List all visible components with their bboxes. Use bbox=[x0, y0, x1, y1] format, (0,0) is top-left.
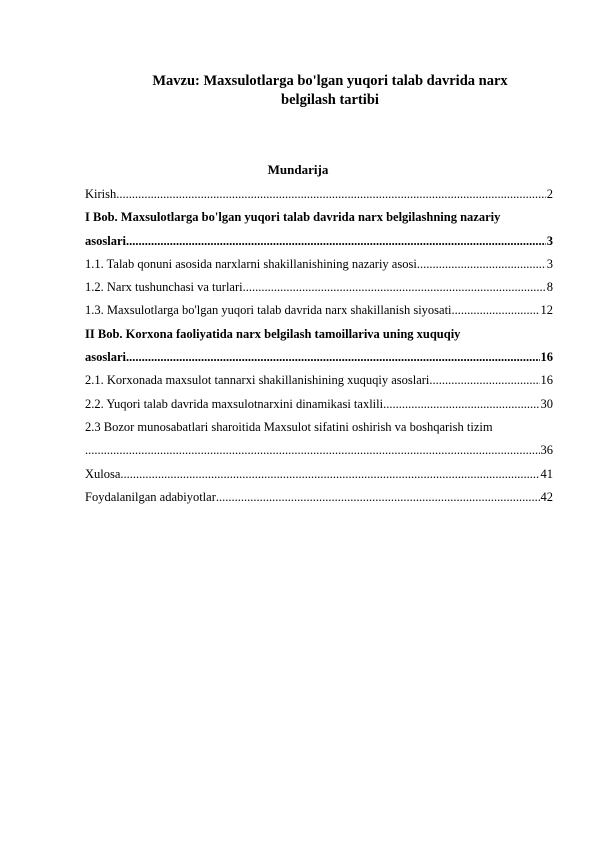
toc-entry-text: asoslari bbox=[85, 350, 126, 365]
toc-leader-dots bbox=[452, 299, 540, 322]
toc-title: Mundarija bbox=[267, 162, 329, 177]
toc-entry-text: 2.1. Korxonada maxsulot tannarxi shakillanishining xuquqiy asoslari bbox=[85, 373, 430, 388]
toc-entry-1-2[interactable] bbox=[85, 276, 553, 299]
toc-entry-text-line-1: 2.3 Bozor munosabatlari sharoitida Maxsulot sifatini oshirish va boshqarish tizim bbox=[85, 419, 493, 434]
topic-line-1: Mavzu: Maxsulotlarga bo'lgan yuqori talab davrida narx bbox=[152, 73, 508, 89]
toc-entry-text: 1.3. Maxsulotlarga bo'lgan yuqori talab davrida narx shakillanish siyosati bbox=[85, 303, 452, 318]
toc-entry-2-1[interactable] bbox=[85, 369, 553, 392]
toc-leader-dots bbox=[429, 369, 539, 392]
toc-leader-dots bbox=[243, 276, 546, 299]
toc-entry-2-2[interactable] bbox=[85, 393, 553, 416]
toc-leader-dots bbox=[126, 346, 540, 369]
toc-page-number: 16 bbox=[540, 350, 553, 365]
table-of-contents bbox=[85, 183, 553, 509]
toc-entry-text: 1.1. Talab qonuni asosida narxlarni shakillanishining nazariy asosi bbox=[85, 256, 417, 271]
toc-page-number: 41 bbox=[540, 466, 553, 481]
toc-leader-dots bbox=[383, 393, 539, 416]
toc-entry-xulosa[interactable] bbox=[85, 463, 553, 486]
toc-page-number: 12 bbox=[540, 303, 553, 318]
toc-page-number: 3 bbox=[546, 233, 553, 248]
toc-entry-chapter-2[interactable] bbox=[85, 323, 553, 370]
toc-leader-dots bbox=[120, 463, 539, 486]
toc-entry-2-3[interactable] bbox=[85, 416, 553, 463]
toc-entry-text: asoslari bbox=[85, 233, 126, 248]
toc-entry-text: 1.2. Narx tushunchasi va turlari bbox=[85, 280, 243, 295]
toc-entry-text: Xulosa bbox=[85, 466, 121, 481]
toc-leader-dots bbox=[417, 253, 546, 276]
toc-leader-dots bbox=[116, 183, 546, 206]
toc-entry-text: 2.2. Yuqori talab davrida maxsulotnarxini dinamikasi taxlili bbox=[85, 396, 384, 411]
topic-line-2: belgilash tartibi bbox=[281, 92, 379, 108]
topic-heading bbox=[120, 72, 540, 110]
toc-entry-1-3[interactable] bbox=[85, 299, 553, 322]
toc-entry-text: Foydalanilgan adabiyotlar bbox=[85, 489, 216, 504]
toc-entry-text-line-1: II Bob. Korxona faoliyatida narx belgilash tamoillariva uning xuquqiy bbox=[85, 326, 461, 341]
toc-page-number: 8 bbox=[546, 280, 553, 295]
toc-entry-text-line-1: I Bob. Maxsulotlarga bo'lgan yuqori talab davrida narx belgilashning nazariy bbox=[85, 210, 501, 225]
toc-entry-chapter-1[interactable] bbox=[85, 206, 553, 253]
toc-entry-1-1[interactable] bbox=[85, 253, 553, 276]
toc-page-number: 2 bbox=[546, 187, 553, 201]
toc-page-number: 42 bbox=[540, 489, 553, 504]
toc-leader-dots bbox=[126, 230, 546, 253]
toc-page-number: 30 bbox=[540, 396, 553, 411]
toc-entry-text: Kirish bbox=[85, 187, 117, 201]
toc-page-number: 3 bbox=[546, 256, 553, 271]
toc-leader-dots bbox=[85, 439, 540, 462]
toc-leader-dots bbox=[216, 486, 540, 509]
toc-page-number: 16 bbox=[540, 373, 553, 388]
toc-page-number: 36 bbox=[540, 443, 553, 458]
toc-entry-kirish[interactable] bbox=[85, 183, 553, 206]
toc-entry-adabiyotlar[interactable] bbox=[85, 486, 553, 509]
